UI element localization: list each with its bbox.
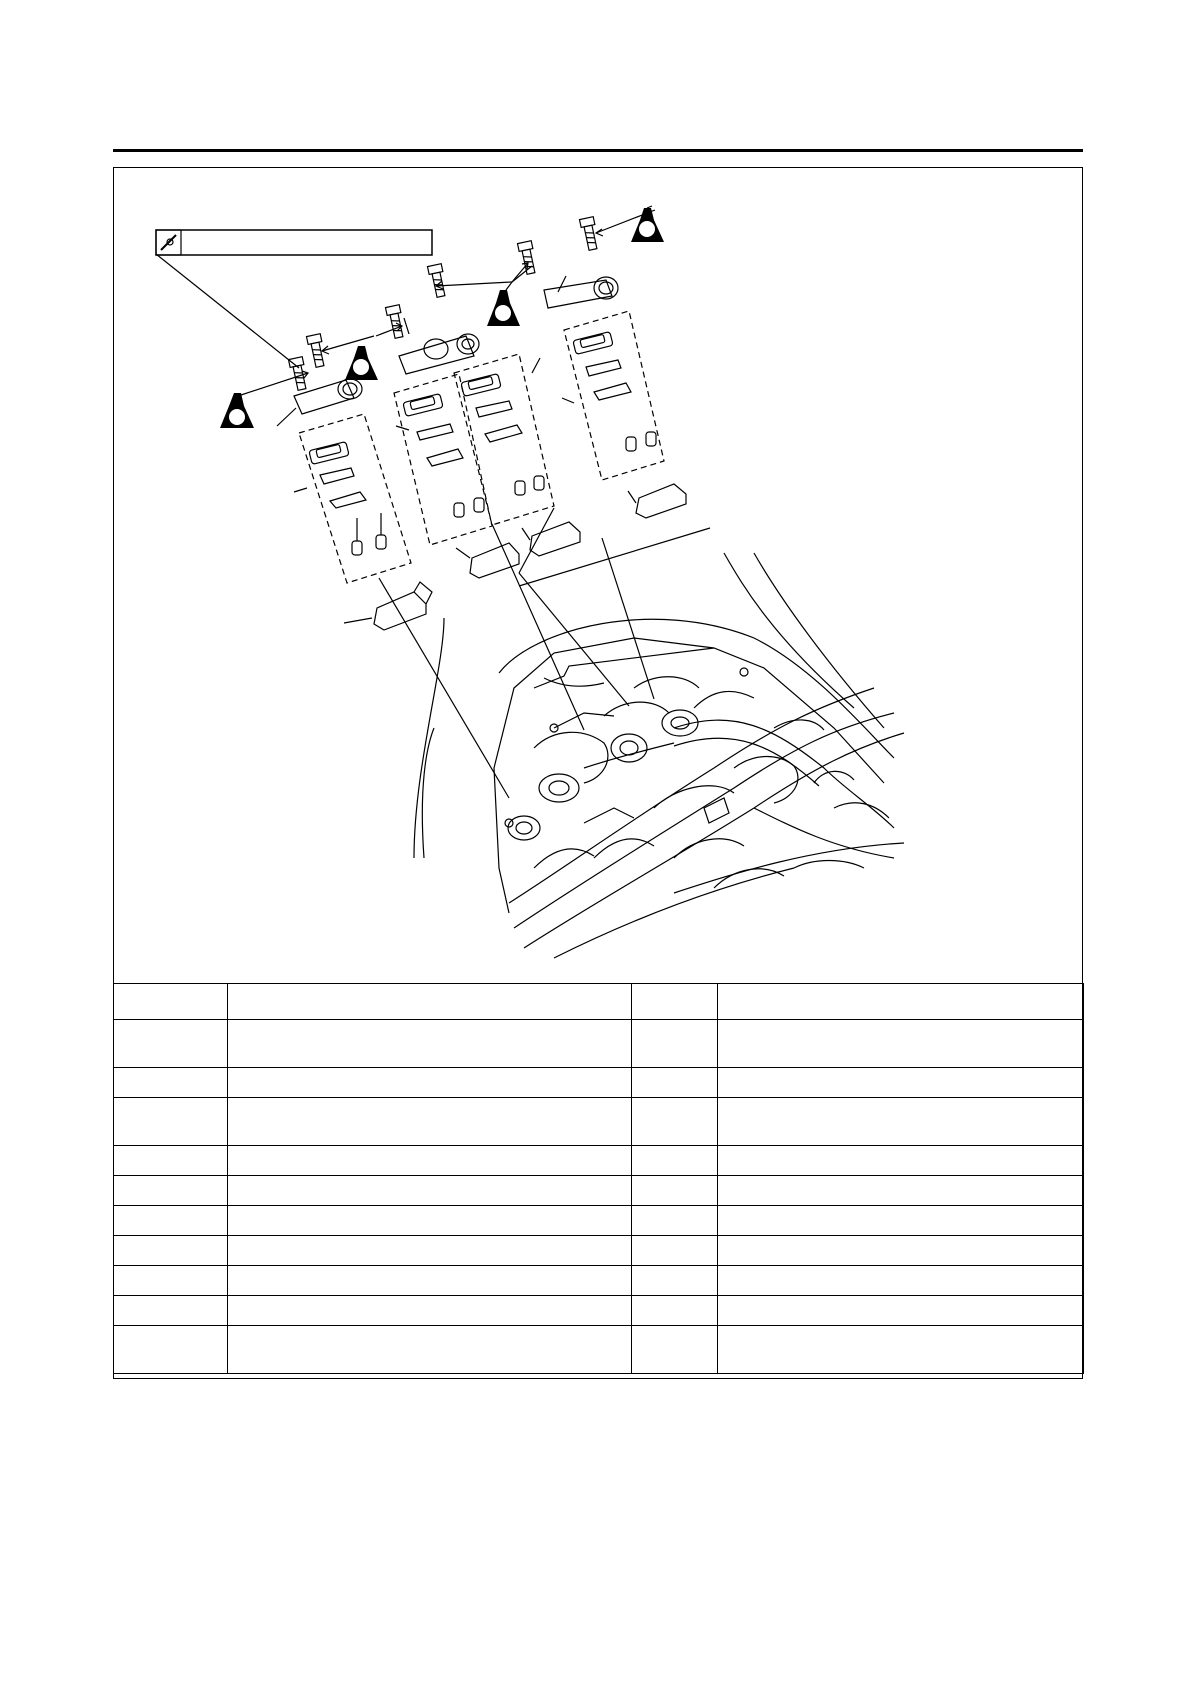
- table-row: [114, 1266, 1084, 1296]
- torque-legend-box: [156, 230, 432, 368]
- row-order: [114, 1020, 228, 1068]
- table-row: [114, 1146, 1084, 1176]
- engine-outline: [414, 553, 904, 958]
- row-remarks: [718, 1296, 1084, 1326]
- row-qty: [632, 1206, 718, 1236]
- table-row: [114, 1068, 1084, 1098]
- row-qty: [632, 1296, 718, 1326]
- parts-table: [113, 983, 1084, 1374]
- row-job-part: [228, 1236, 632, 1266]
- table-row: [114, 1098, 1084, 1146]
- row-order: [114, 1326, 228, 1374]
- row-order: [114, 1176, 228, 1206]
- row-qty: [632, 1266, 718, 1296]
- row-order: [114, 1296, 228, 1326]
- header-qty: [632, 984, 718, 1020]
- row-job-part: [228, 1266, 632, 1296]
- gasket-group: [299, 311, 664, 583]
- header-order: [114, 984, 228, 1020]
- table-header-row: [114, 984, 1084, 1020]
- row-order: [114, 1266, 228, 1296]
- row-order: [114, 1068, 228, 1098]
- row-qty: [632, 1068, 718, 1098]
- row-order: [114, 1098, 228, 1146]
- header-remarks: [718, 984, 1084, 1020]
- header-job-part: [228, 984, 632, 1020]
- row-job-part: [228, 1176, 632, 1206]
- loctite-icon: [220, 208, 664, 428]
- table-row: [114, 1326, 1084, 1374]
- content-frame: [113, 167, 1083, 1379]
- row-remarks: [718, 1206, 1084, 1236]
- row-job-part: [228, 1206, 632, 1236]
- row-job-part: [228, 1068, 632, 1098]
- row-remarks: [718, 1020, 1084, 1068]
- row-qty: [632, 1326, 718, 1374]
- row-remarks: [718, 1098, 1084, 1146]
- table-row: [114, 1236, 1084, 1266]
- row-qty: [632, 1146, 718, 1176]
- row-remarks: [718, 1068, 1084, 1098]
- table-row: [114, 1296, 1084, 1326]
- table-row: [114, 1020, 1084, 1068]
- diagram-svg: [114, 168, 1081, 983]
- row-job-part: [228, 1020, 632, 1068]
- row-qty: [632, 1236, 718, 1266]
- bolt-group: [238, 210, 655, 396]
- row-qty: [632, 1020, 718, 1068]
- torque-wrench-icon: [161, 235, 176, 250]
- row-remarks: [718, 1266, 1084, 1296]
- leader-lines: [350, 508, 710, 798]
- row-order: [114, 1146, 228, 1176]
- row-remarks: [718, 1146, 1084, 1176]
- header-rule: [113, 149, 1083, 152]
- row-order: [114, 1206, 228, 1236]
- row-remarks: [718, 1236, 1084, 1266]
- row-job-part: [228, 1296, 632, 1326]
- exploded-diagram: [114, 168, 1081, 983]
- row-qty: [632, 1176, 718, 1206]
- row-remarks: [718, 1176, 1084, 1206]
- row-remarks: [718, 1326, 1084, 1374]
- row-job-part: [228, 1098, 632, 1146]
- table-row: [114, 1176, 1084, 1206]
- row-job-part: [228, 1146, 632, 1176]
- row-order: [114, 1236, 228, 1266]
- row-qty: [632, 1098, 718, 1146]
- row-job-part: [228, 1326, 632, 1374]
- table-row: [114, 1206, 1084, 1236]
